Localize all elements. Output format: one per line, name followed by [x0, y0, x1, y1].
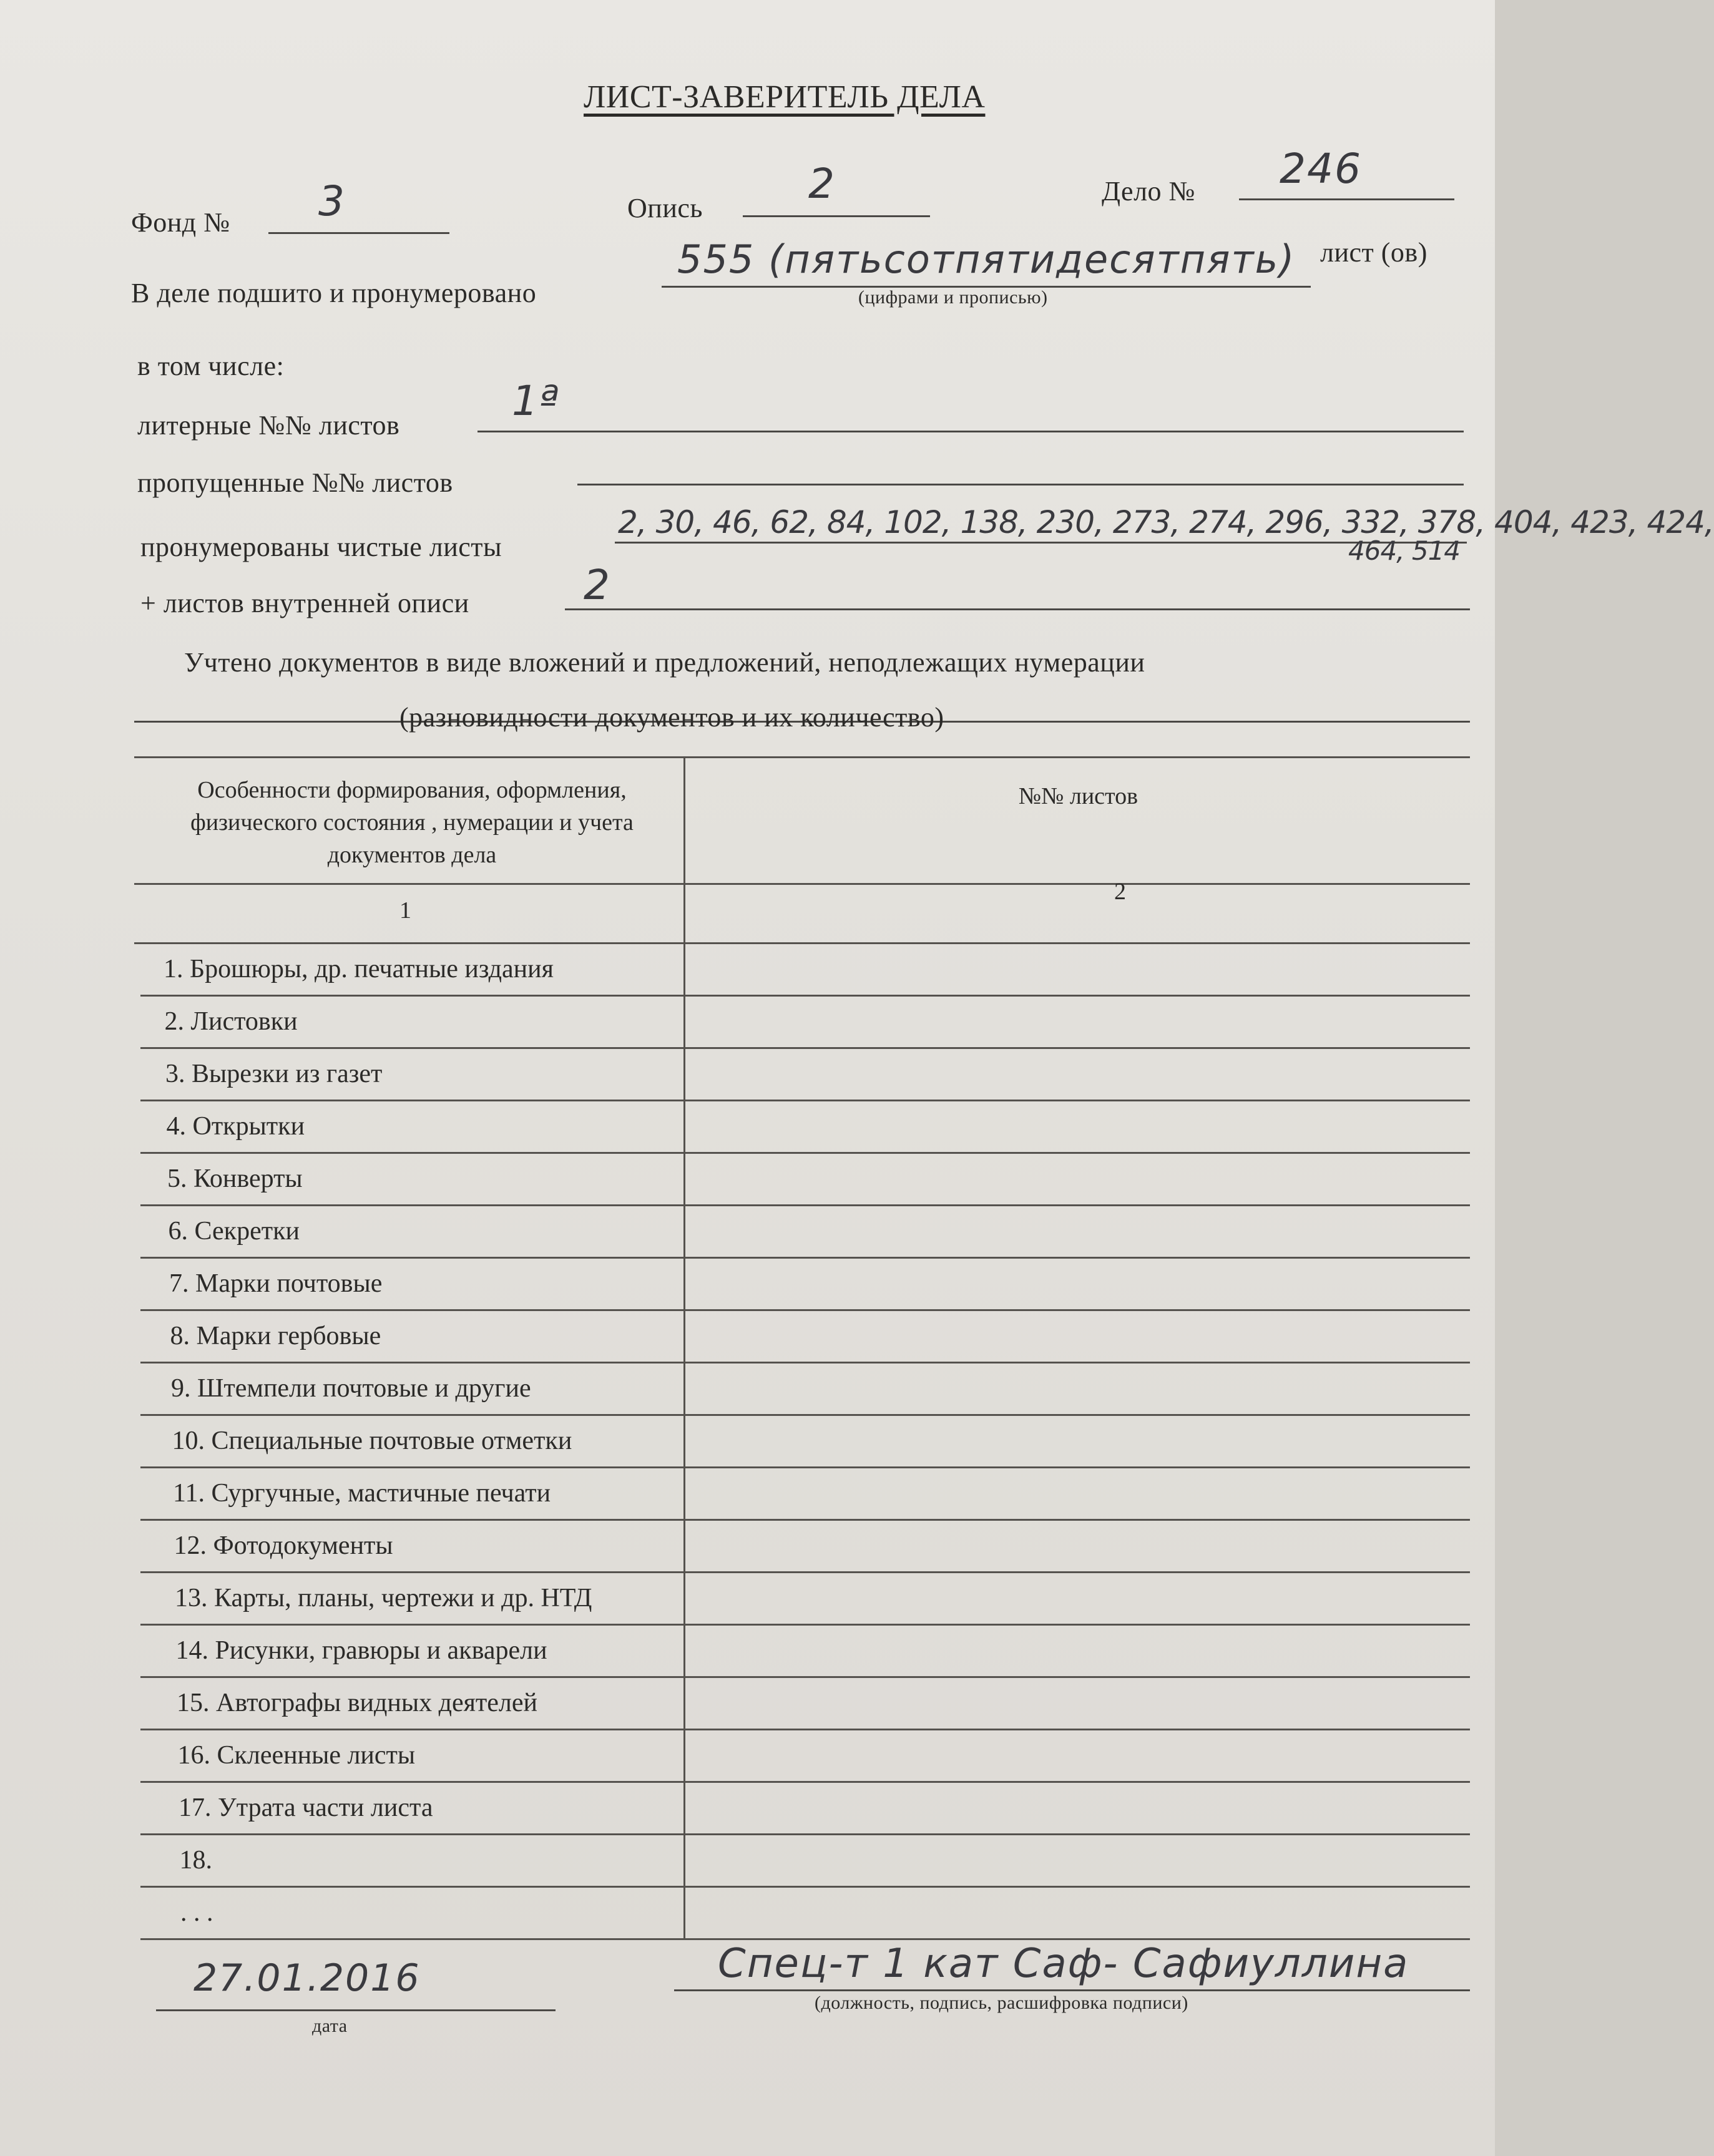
date-label: дата: [312, 2016, 348, 2036]
table-row-label: 16. Склеенные листы: [177, 1741, 416, 1770]
table-row-label: 12. Фотодокументы: [174, 1531, 393, 1560]
table-row-label: 7. Марки почтовые: [169, 1269, 383, 1298]
table-row-label: 13. Карты, планы, чертежи и др. НТД: [175, 1584, 592, 1612]
table-row-line: [140, 995, 1470, 997]
form-title: ЛИСТ-ЗАВЕРИТЕЛЬ ДЕЛА: [584, 79, 986, 115]
date-value: 27.01.2016: [193, 1956, 421, 2000]
table-row-label: 3. Вырезки из газет: [165, 1060, 383, 1088]
table-row-line: [140, 1309, 1470, 1311]
varieties-label: (разновидности документов и их количество): [399, 702, 944, 733]
table-row-label: 8. Марки гербовые: [170, 1322, 381, 1350]
table-row-label: 15. Автографы видных деятелей: [177, 1689, 537, 1717]
delo-value: 246: [1280, 145, 1362, 193]
table-row-line: [140, 1414, 1470, 1416]
literal-underline: [477, 431, 1464, 432]
fond-label: Фонд №: [131, 207, 230, 238]
inner-value: 2: [584, 561, 611, 609]
blank-value-line1: 2, 30, 46, 62, 84, 102, 138, 230, 273, 274, 296, 332, 378, 404, 423, 424,: [618, 504, 1714, 540]
table-row-line: [140, 1519, 1470, 1521]
table-row-line: [140, 1204, 1470, 1206]
table-row-label: 6. Секретки: [168, 1217, 300, 1246]
table-column-divider: [683, 756, 685, 1939]
blank-underline: [615, 542, 1467, 544]
table-row-line: [140, 1257, 1470, 1259]
literal-value: 1ª: [512, 377, 561, 425]
col1-number: 1: [399, 897, 412, 924]
table-row-line: [140, 1729, 1470, 1730]
table-row-line: [140, 1886, 1470, 1888]
table-row-line: [140, 1676, 1470, 1678]
opis-underline: [743, 215, 930, 217]
table-row-line: [140, 1781, 1470, 1783]
table-row-line: [140, 1100, 1470, 1101]
opis-label: Опись: [627, 193, 703, 223]
table-row-label: . . .: [180, 1898, 213, 1927]
table-row-label: 9. Штемпели почтовые и другие: [171, 1374, 531, 1403]
table-row-line: [140, 1833, 1470, 1835]
col2-header: №№ листов: [1018, 783, 1139, 809]
podshito-value: 555 (пятьсотпятидесятпять): [677, 237, 1296, 282]
inner-underline: [565, 608, 1470, 610]
table-row-line: [140, 1047, 1470, 1049]
vtom-chisle-label: в том числе:: [137, 351, 285, 381]
signature-label: (должность, подпись, расшифровка подписи): [815, 1993, 1188, 2013]
inner-label: + листов внутренней описи: [140, 588, 469, 618]
missed-underline: [577, 484, 1464, 485]
col2-number: 2: [1114, 879, 1127, 905]
signature-underline: [674, 1989, 1470, 1991]
blank-label: пронумерованы чистые листы: [140, 532, 502, 562]
signature-value: Спец-т 1 кат Саф- Сафиуллина: [718, 1941, 1409, 1987]
delo-underline: [1239, 198, 1454, 200]
podshito-suffix: лист (ов): [1320, 237, 1428, 268]
date-underline: [156, 2009, 556, 2011]
fond-value: 3: [318, 177, 346, 225]
table-row-label: 18.: [179, 1846, 212, 1875]
table-row-line: [140, 1466, 1470, 1468]
col1-header: Особенности формирования, оформления, физического состояния , нумерации и учета документов дела: [190, 777, 634, 868]
table-row-label: 14. Рисунки, гравюры и акварели: [175, 1636, 547, 1665]
table-row-label: 11. Сургучные, мастичные печати: [173, 1479, 551, 1508]
table-row-line: [140, 1571, 1470, 1573]
fond-underline: [268, 232, 449, 234]
blank-value-line2: 464, 514: [1348, 535, 1461, 566]
table-row-line: [140, 1624, 1470, 1626]
delo-label: Дело №: [1102, 176, 1196, 207]
literal-label: литерные №№ листов: [137, 410, 400, 441]
table-row-line: [140, 1152, 1470, 1154]
table-row-line: [140, 1938, 1470, 1940]
table-row-label: 1. Брошюры, др. печатные издания: [164, 955, 554, 983]
accounted-label: Учтено документов в виде вложений и предложений, неподлежащих нумерации: [184, 647, 1145, 678]
table-row-line: [140, 1362, 1470, 1363]
podshito-hint: (цифрами и прописью): [858, 287, 1048, 308]
missed-label: пропущенные №№ листов: [137, 467, 453, 498]
table-row-label: 17. Утрата части листа: [179, 1793, 433, 1822]
table-row-label: 10. Специальные почтовые отметки: [172, 1427, 572, 1455]
table-row-label: 5. Конверты: [167, 1164, 303, 1193]
opis-value: 2: [808, 160, 836, 208]
podshito-label: В деле подшито и пронумеровано: [131, 278, 537, 308]
table-row-label: 4. Открытки: [166, 1112, 305, 1141]
table-row-label: 2. Листовки: [164, 1007, 298, 1036]
